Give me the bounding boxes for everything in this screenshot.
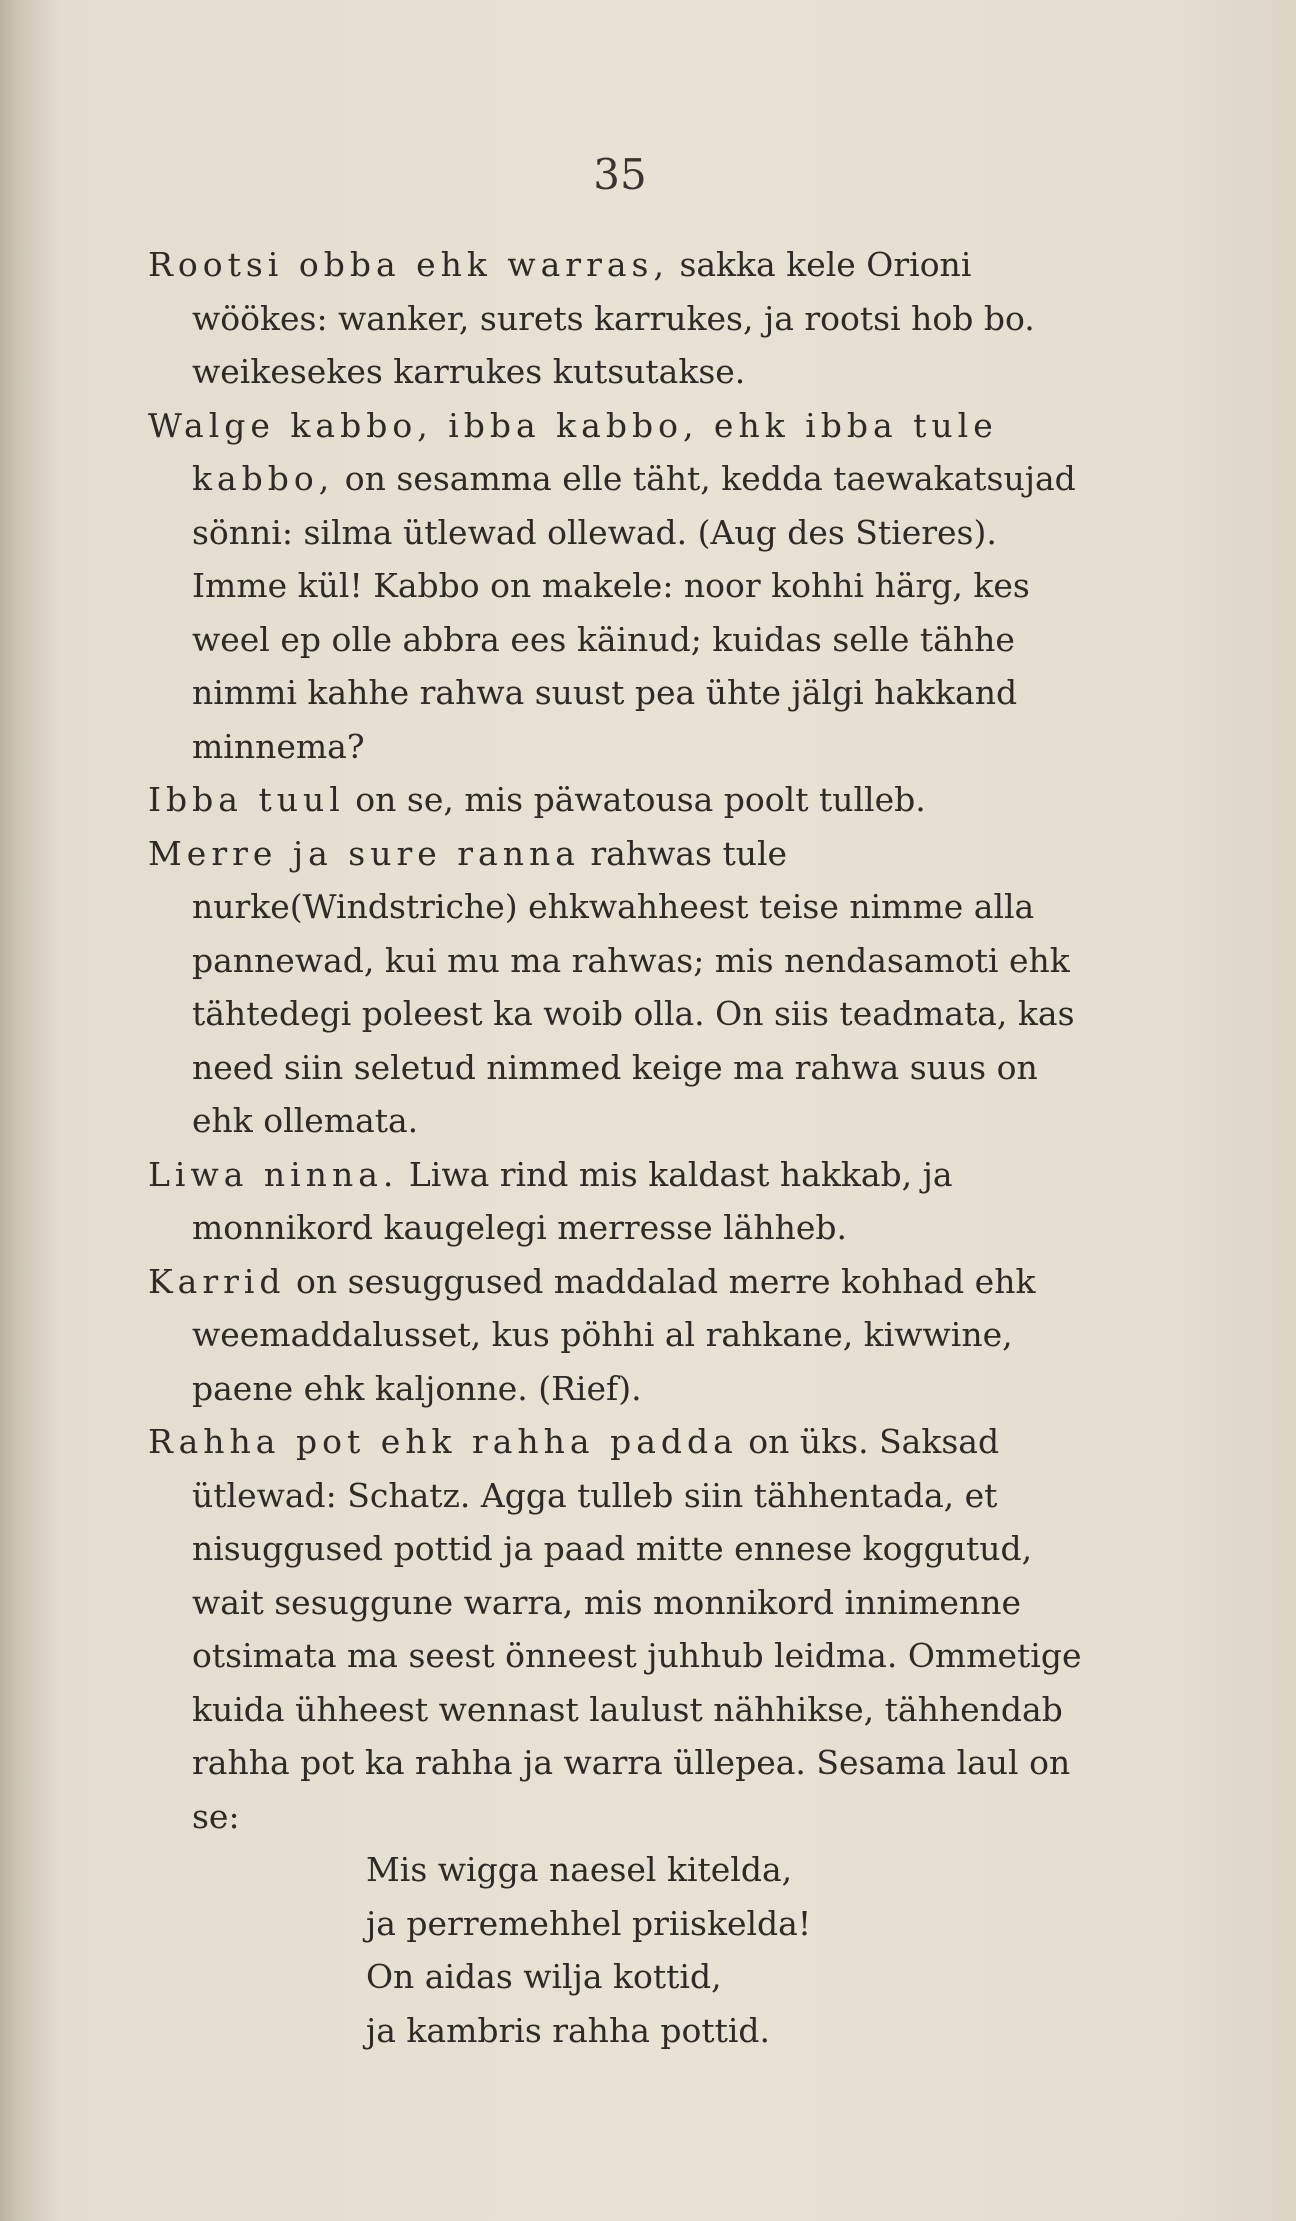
entry-term: Karrid xyxy=(148,1261,286,1301)
entry-walge-kabbo xyxy=(148,399,1098,774)
entry-rahha-pot xyxy=(148,1415,1098,1843)
poem-line: ja perremehhel priiskelda! xyxy=(366,1903,812,1943)
entry-text: on se, mis päwatousa poolt tulleb. xyxy=(344,780,926,819)
entry-karrid xyxy=(148,1255,1098,1416)
entry-text: on sesamma elle täht, kedda taewakatsujad sönni: silma ütlewad ollewad. (Aug des Stieres). Imme kül! Kabbo on makele: noor kohhi härg, kes weel ep olle abbra ees käinud; kuidas selle tähhe nimmi kahhe rahwa suust pea ühte jälgi hakkand minnema? xyxy=(192,459,1076,766)
page-number: 35 xyxy=(593,150,647,199)
entry-term: Liwa ninna. xyxy=(148,1154,399,1194)
entry-text: Liwa rind mis kaldast hakkab, ja monnikord kaugelegi merresse lähheb. xyxy=(192,1154,953,1247)
entry-text: rahwas tule nurke(Windstriche) ehkwahheest teise nimme alla pannewad, kui mu ma rahwas; mis nendasamoti ehk tähtedegi poleest ka woib olla. On siis teadmata, kas need siin seletud nimmed keige ma rahwa suus on ehk ollemata. xyxy=(192,833,1075,1140)
entry-term: Walge kabbo, ibba kabbo, ehk ibba tule kabbo, xyxy=(148,405,998,498)
folk-song-verse xyxy=(148,1843,1098,2057)
poem-line: ja kambris rahha pottid. xyxy=(366,2010,771,2050)
entry-merre-ja-sure-ranna xyxy=(148,827,1098,1148)
entry-term: Ibba tuul xyxy=(148,780,345,819)
entry-term: Merre ja sure ranna xyxy=(148,833,580,873)
entry-rootsi-obba xyxy=(148,238,1098,399)
poem-line: Mis wigga naesel kitelda, xyxy=(366,1850,793,1889)
entry-term: Rahha pot ehk rahha padda xyxy=(148,1422,738,1461)
entry-liwa-ninna xyxy=(148,1148,1098,1255)
entry-text: on sesuggused maddalad merre kohhad ehk weemaddalusset, kus pöhhi al rahkane, kiwwine, paene ehk kaljonne. (Rief). xyxy=(192,1261,1036,1408)
entry-text: sakka kele Orioni wöökes: wanker, surets karrukes, ja rootsi hob bo. weikesekes karrukes kutsutakse. xyxy=(192,245,1035,391)
entry-term: Rootsi obba ehk warras, xyxy=(148,245,669,284)
poem-line: On aidas wilja kottid, xyxy=(366,1957,722,1996)
entry-text: on üks. Saksad ütlewad: Schatz. Agga tulleb siin tähhentada, et nisuggused pottid ja paad mitte ennese koggutud, wait sesuggune warra, mis monnikord innimenne otsimata ma seest önneest juhhub leidma. Ommetige kuida ühheest wennast laulust nähhikse, tähhendab rahha pot ka rahha ja warra üllepea. Sesama laul on se: xyxy=(192,1422,1082,1836)
entry-ibba-tuul xyxy=(148,773,1098,827)
page-text xyxy=(148,238,1098,2057)
